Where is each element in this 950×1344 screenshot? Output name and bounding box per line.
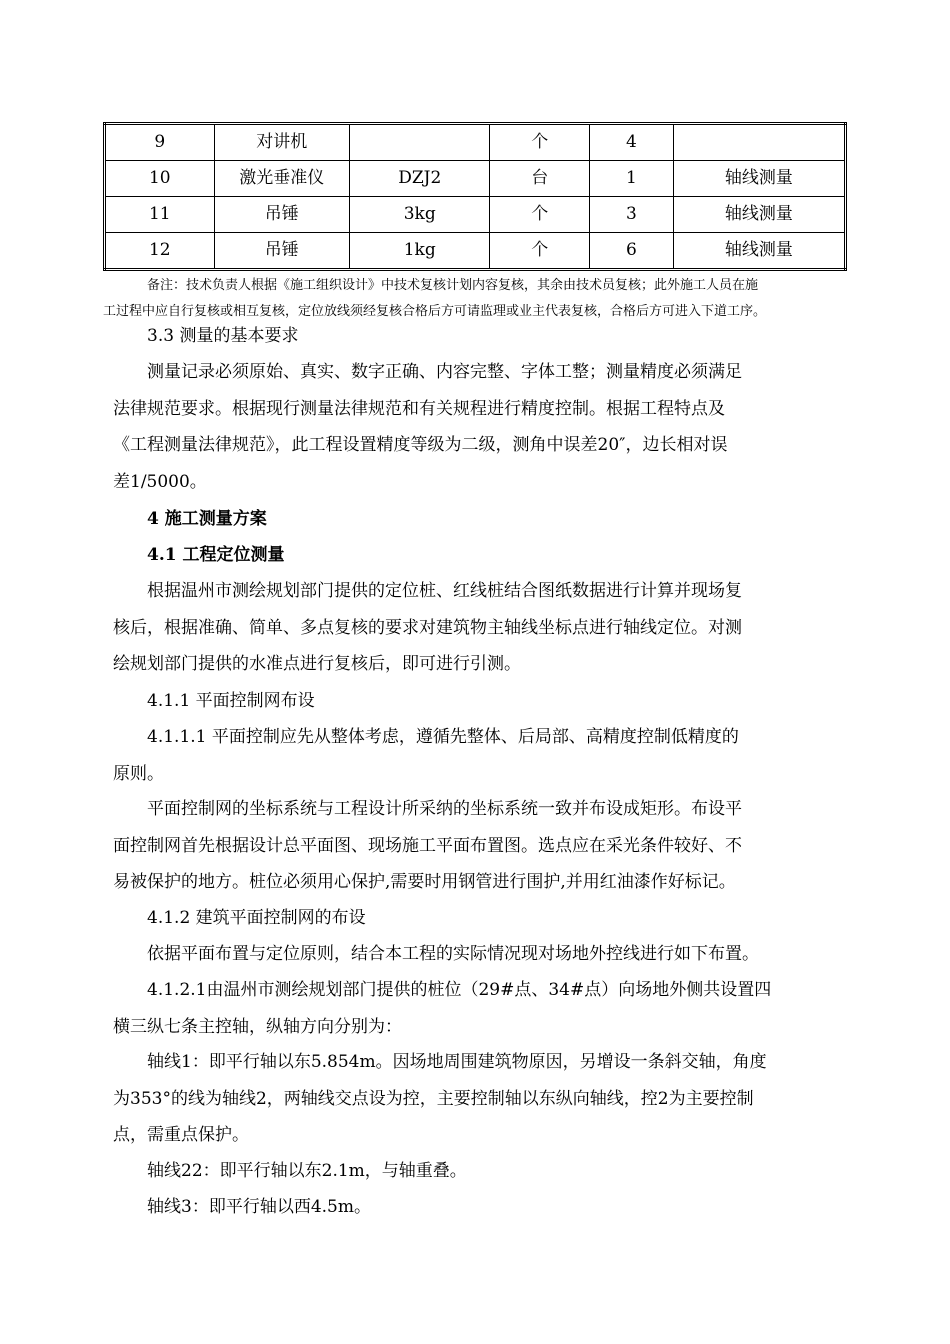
section-4-1-2-1 bbox=[113, 972, 833, 1045]
table-cell bbox=[349, 124, 490, 161]
table-cell: 轴线测量 bbox=[673, 197, 845, 233]
equipment-table bbox=[103, 122, 847, 271]
text-line: 轴线1：即平行轴以东5.854m。因场地周围建筑物原因，另增设一条斜交轴，角度 bbox=[147, 1052, 767, 1072]
table-cell bbox=[673, 124, 845, 161]
text-line: 平面控制网的坐标系统与工程设计所采纳的坐标系统一致并布设成矩形。布设平 bbox=[147, 799, 742, 819]
text-line: 根据温州市测绘规划部门提供的定位桩、红线桩结合图纸数据进行计算并现场复 bbox=[147, 581, 742, 601]
note-line-1: 备注：技术负责人根据《施工组织设计》中技术复核计划内容复核，其余由技术员复核；此外施工人员在施 bbox=[147, 278, 759, 293]
text-line: 面控制网首先根据设计总平面图、现场施工平面布置图。选点应在采光条件较好、不 bbox=[113, 835, 742, 856]
table-cell: DZJ2 bbox=[349, 161, 490, 197]
section-3-3-body bbox=[113, 354, 833, 500]
table-cell: 吊锤 bbox=[214, 233, 349, 270]
text-line: 差1/5000。 bbox=[113, 471, 207, 492]
text-line: 核后，根据准确、简单、多点复核的要求对建筑物主轴线坐标点进行轴线定位。对测 bbox=[113, 617, 742, 638]
table-cell: 1kg bbox=[349, 233, 490, 270]
table-cell: 个 bbox=[490, 233, 590, 270]
text-line: 《工程测量法律规范》，此工程设置精度等级为二级，测角中误差20″，边长相对误 bbox=[113, 435, 728, 455]
table-cell: 轴线测量 bbox=[673, 161, 845, 197]
text-line: 为353°的线为轴线2，两轴线交点设为控，主要控制轴以东纵向轴线，控2为主要控制 bbox=[113, 1088, 754, 1109]
table-cell: 激光垂准仪 bbox=[214, 161, 349, 197]
note-line-2: 工过程中应自行复核或相互复核，定位放线须经复核合格后方可请监理或业主代表复核，合格后方可进入下道工序。 bbox=[103, 304, 767, 319]
table-cell: 台 bbox=[490, 161, 590, 197]
table-cell: 吊锤 bbox=[214, 197, 349, 233]
section-4-1-title: 4.1 工程定位测量 bbox=[147, 545, 285, 565]
axis-1-paragraph bbox=[113, 1044, 833, 1154]
control-grid-paragraph bbox=[113, 791, 833, 901]
table-cell: 个 bbox=[490, 124, 590, 161]
table-cell: 3 bbox=[590, 197, 674, 233]
table-row bbox=[105, 197, 846, 233]
text-line: 测量记录必须原始、真实、数字正确、内容完整、字体工整；测量精度必须满足 bbox=[147, 362, 742, 382]
text-line: 轴线3：即平行轴以西4.5m。 bbox=[147, 1197, 371, 1217]
text-line: 4.1.1.1 平面控制应先从整体考虑，遵循先整体、后局部、高精度控制低精度的 bbox=[147, 727, 739, 747]
section-4-title: 4 施工测量方案 bbox=[147, 509, 267, 529]
table-cell: 11 bbox=[105, 197, 215, 233]
text-line: 依据平面布置与定位原则，结合本工程的实际情况现对场地外控线进行如下布置。 bbox=[147, 944, 759, 964]
text-line: 点，需重点保护。 bbox=[113, 1125, 249, 1145]
section-4-1-body bbox=[113, 573, 833, 683]
equipment-table-body bbox=[105, 124, 846, 270]
table-cell: 10 bbox=[105, 161, 215, 197]
text-line: 横三纵七条主控轴，纵轴方向分别为： bbox=[113, 1016, 402, 1037]
text-line: 法律规范要求。根据现行测量法律规范和有关规程进行精度控制。根据工程特点及 bbox=[113, 398, 725, 419]
table-cell: 1 bbox=[590, 161, 674, 197]
table-row bbox=[105, 161, 846, 197]
text-line: 绘规划部门提供的水准点进行复核后，即可进行引测。 bbox=[113, 654, 521, 674]
table-cell: 6 bbox=[590, 233, 674, 270]
section-4-1-1-1 bbox=[113, 719, 833, 792]
text-line: 轴线22：即平行轴以东2.1m，与轴重叠。 bbox=[147, 1161, 467, 1181]
table-cell: 12 bbox=[105, 233, 215, 270]
table-row bbox=[105, 124, 846, 161]
axis-22-paragraph bbox=[113, 1153, 833, 1190]
section-4-1-2-title: 4.1.2 建筑平面控制网的布设 bbox=[147, 908, 366, 928]
text-line: 原则。 bbox=[113, 763, 164, 784]
text-line: 4.1.2.1由温州市测绘规划部门提供的桩位（29#点、34#点）向场地外侧共设置四 bbox=[147, 980, 772, 1000]
table-cell: 3kg bbox=[349, 197, 490, 233]
table-cell: 9 bbox=[105, 124, 215, 161]
text-line: 易被保护的地方。桩位必须用心保护,需要时用钢管进行围护,并用红油漆作好标记。 bbox=[113, 872, 736, 892]
table-cell: 个 bbox=[490, 197, 590, 233]
section-4-1-2-body bbox=[113, 936, 833, 973]
table-cell: 4 bbox=[590, 124, 674, 161]
table-cell: 轴线测量 bbox=[673, 233, 845, 270]
axis-3-paragraph bbox=[113, 1189, 833, 1226]
table-cell: 对讲机 bbox=[214, 124, 349, 161]
section-4-1-1-title: 4.1.1 平面控制网布设 bbox=[147, 691, 315, 711]
section-3-3-title: 3.3 测量的基本要求 bbox=[147, 326, 299, 346]
table-row bbox=[105, 233, 846, 270]
